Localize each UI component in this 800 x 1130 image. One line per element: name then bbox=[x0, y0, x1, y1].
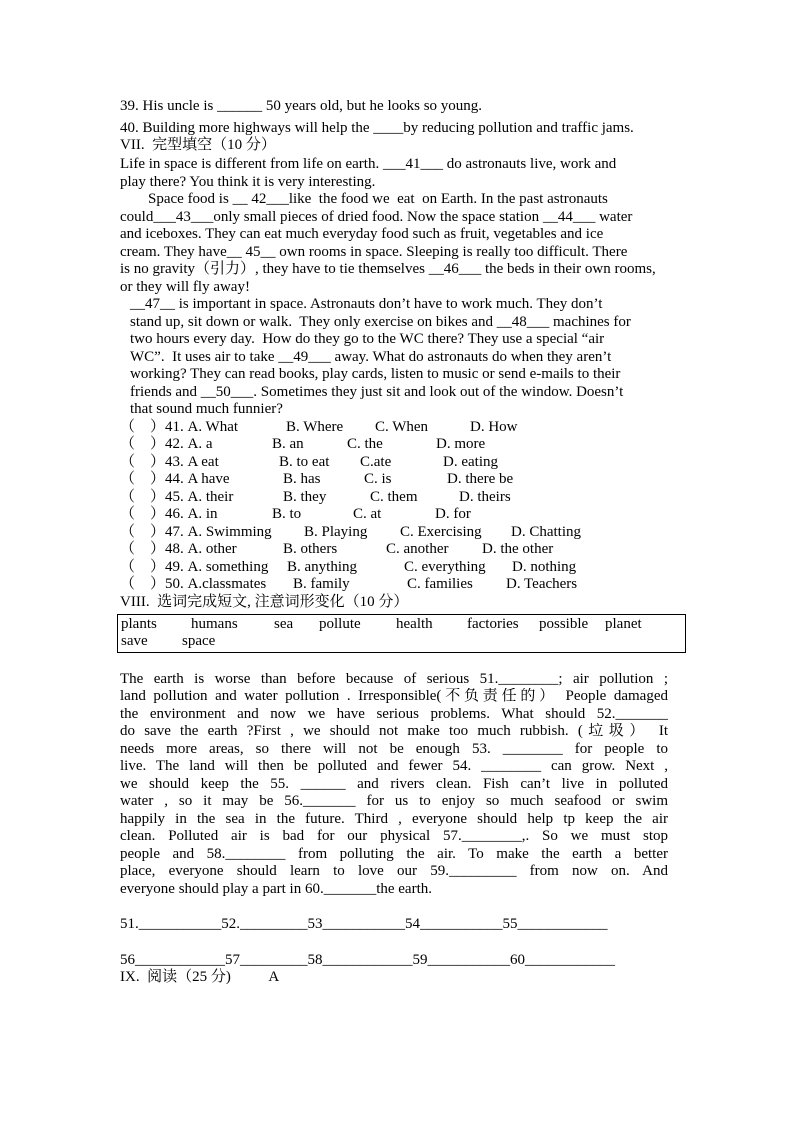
passage-line: everyone should play a part in 60._______the earth. bbox=[120, 880, 432, 897]
passage-line: Space food is __ 42___like the food we eat on Earth. In the past astronauts bbox=[148, 191, 608, 207]
option-b: B. Where bbox=[286, 418, 344, 435]
option-b: B. to bbox=[272, 506, 302, 522]
option-c: C. is bbox=[364, 471, 392, 487]
option-c: C. the bbox=[347, 436, 383, 452]
word-bank-row bbox=[121, 633, 685, 651]
passage-line: clean. Polluted air is bad for our physical 57.________,. So we must stop bbox=[120, 828, 668, 844]
passage-line: that sound much funnier? bbox=[130, 401, 283, 417]
option-a: （ ）45. A. their bbox=[120, 488, 234, 505]
option-c: C. Exercising bbox=[400, 523, 482, 540]
option-d: D. for bbox=[435, 506, 471, 522]
answer-blanks-56-60: 56____________57_________58____________59___________60____________ bbox=[120, 951, 615, 968]
worksheet-page bbox=[120, 98, 690, 988]
option-b: B. to eat bbox=[279, 453, 330, 470]
option-b: B. family bbox=[293, 576, 350, 592]
passage-line: do save the earth ?First , we should not make too much rubbish. (垃圾） It bbox=[120, 723, 668, 739]
option-c: C. at bbox=[353, 506, 382, 522]
passage-line: cream. They have__ 45__ own rooms in space. Sleeping is really too difficult. There bbox=[120, 243, 628, 260]
section-9-title: IX. 阅读（25 分) A bbox=[120, 969, 280, 985]
cloze-options bbox=[120, 419, 690, 594]
passage-line: __47__ is important in space. Astronauts don’t have to work much. They don’t bbox=[130, 296, 603, 312]
option-d: D. eating bbox=[443, 453, 498, 470]
passage-line: the environment and now we have serious problems. What should 52._______ bbox=[120, 705, 668, 722]
option-d: D. Teachers bbox=[506, 576, 578, 592]
cloze-passage bbox=[120, 156, 690, 419]
option-c: C.ate bbox=[360, 453, 392, 470]
passage-line: needs more areas, so there will not be enough 53. ________ for people to bbox=[120, 740, 668, 757]
option-b: B. anything bbox=[287, 558, 357, 575]
option-d: D. Chatting bbox=[511, 523, 581, 540]
option-a: （ ）47. A. Swimming bbox=[120, 523, 272, 540]
option-b: B. has bbox=[283, 471, 321, 487]
passage-line: play there? You think it is very interesting. bbox=[120, 173, 376, 190]
word-bank-word: possible bbox=[539, 615, 589, 632]
word-bank-row bbox=[121, 616, 685, 634]
passage-line: is no gravity（引力）, they have to tie themselves __46___ the beds in their own rooms, bbox=[120, 261, 656, 277]
option-row-45 bbox=[120, 489, 690, 507]
option-row-41 bbox=[120, 419, 690, 437]
option-c: C. another bbox=[386, 541, 449, 557]
question-39: 39. His uncle is ______ 50 years old, but he looks so young. bbox=[120, 98, 483, 114]
passage-line: we should keep the 55. ______ and rivers clean. Fish can’t live in polluted bbox=[120, 775, 668, 792]
word-bank-box bbox=[117, 614, 686, 653]
passage-line: or they will fly away! bbox=[120, 278, 250, 295]
option-c: C. them bbox=[370, 488, 418, 505]
passage-line: friends and __50___. Sometimes they just sit and look out of the window. Doesn’t bbox=[130, 383, 624, 400]
option-row-49 bbox=[120, 559, 690, 577]
option-a: （ ）48. A. other bbox=[120, 541, 237, 557]
option-b: B. Playing bbox=[304, 523, 368, 540]
word-bank-word: plants bbox=[121, 615, 157, 632]
passage-line: people and 58.________ from polluting the air. To make the earth a better bbox=[120, 845, 668, 862]
passage-line: could___43___only small pieces of dried food. Now the space station __44___ water bbox=[120, 208, 633, 225]
word-bank-word: save bbox=[121, 633, 148, 649]
word-bank-word: sea bbox=[274, 615, 294, 632]
option-d: D. the other bbox=[482, 541, 554, 557]
option-a: （ ）49. A. something bbox=[120, 558, 269, 575]
option-row-43 bbox=[120, 454, 690, 472]
option-c: C. everything bbox=[404, 558, 486, 575]
option-d: D. nothing bbox=[512, 558, 577, 575]
passage-line: WC”. It uses air to take __49___ away. What do astronauts do when they aren’t bbox=[130, 348, 612, 365]
option-c: C. When bbox=[375, 418, 429, 435]
passage-line: working? They can read books, play cards, listen to music or send e-mails to their bbox=[130, 366, 621, 382]
passage-line: Life in space is different from life on earth. ___41___ do astronauts live, work and bbox=[120, 156, 617, 172]
option-d: D. How bbox=[470, 418, 518, 435]
option-d: D. more bbox=[436, 436, 486, 452]
option-row-46 bbox=[120, 506, 690, 524]
passage-line: stand up, sit down or walk. They only exercise on bikes and __48___ machines for bbox=[130, 313, 631, 330]
option-a: （ ）46. A. in bbox=[120, 506, 218, 522]
option-a: （ ）42. A. a bbox=[120, 436, 213, 452]
word-choice-passage bbox=[120, 671, 690, 899]
word-bank-word: pollute bbox=[319, 615, 361, 632]
word-bank-word: planet bbox=[605, 615, 642, 632]
option-row-44 bbox=[120, 471, 690, 489]
option-row-50 bbox=[120, 576, 690, 594]
option-a: （ ）44. A have bbox=[120, 471, 230, 487]
passage-line: place, everyone should learn to love our 59._________ from now on. And bbox=[120, 863, 668, 879]
section-8-title: VIII. 选词完成短文, 注意词形变化（10 分） bbox=[120, 593, 409, 610]
answer-blanks-51-55: 51.___________52._________53___________54___________55____________ bbox=[120, 916, 608, 932]
word-bank-word: humans bbox=[191, 615, 238, 632]
option-row-48 bbox=[120, 541, 690, 559]
option-d: D. there be bbox=[447, 471, 514, 487]
option-row-47 bbox=[120, 524, 690, 542]
passage-line: live. The land will then be polluted and fewer 54. ________ can grow. Next , bbox=[120, 758, 668, 774]
word-bank-word: health bbox=[396, 615, 433, 632]
option-row-42 bbox=[120, 436, 690, 454]
passage-line: The earth is worse than before because of serious 51.________; air pollution ; bbox=[120, 670, 668, 687]
question-40: 40. Building more highways will help the ____by reducing pollution and traffic jams. bbox=[120, 119, 634, 136]
passage-line: water , so it may be 56._______ for us to enjoy so much seafood or swim bbox=[120, 793, 668, 809]
option-d: D. theirs bbox=[459, 488, 511, 505]
option-a: （ ）41. A. What bbox=[120, 418, 239, 435]
passage-line: happily in the sea in the future. Third , everyone should help tp keep the air bbox=[120, 810, 668, 827]
section-7-title: VII. 完型填空（10 分） bbox=[120, 137, 276, 153]
passage-line: two hours every day. How do they go to the WC there? They use a special “air bbox=[130, 331, 605, 347]
option-b: B. an bbox=[272, 436, 304, 452]
option-a: （ ）50. A.classmates bbox=[120, 576, 267, 592]
word-bank-word: space bbox=[182, 633, 216, 649]
option-a: （ ）43. A eat bbox=[120, 453, 219, 470]
passage-line: land pollution and water pollution . Irresponsible(不负责任的） People damaged bbox=[120, 688, 668, 704]
option-b: B. they bbox=[283, 488, 327, 505]
passage-line: and iceboxes. They can eat much everyday food such as fruit, vegetables and ice bbox=[120, 226, 604, 242]
option-c: C. families bbox=[407, 576, 473, 592]
word-bank-word: factories bbox=[467, 615, 519, 632]
option-b: B. others bbox=[283, 541, 338, 557]
